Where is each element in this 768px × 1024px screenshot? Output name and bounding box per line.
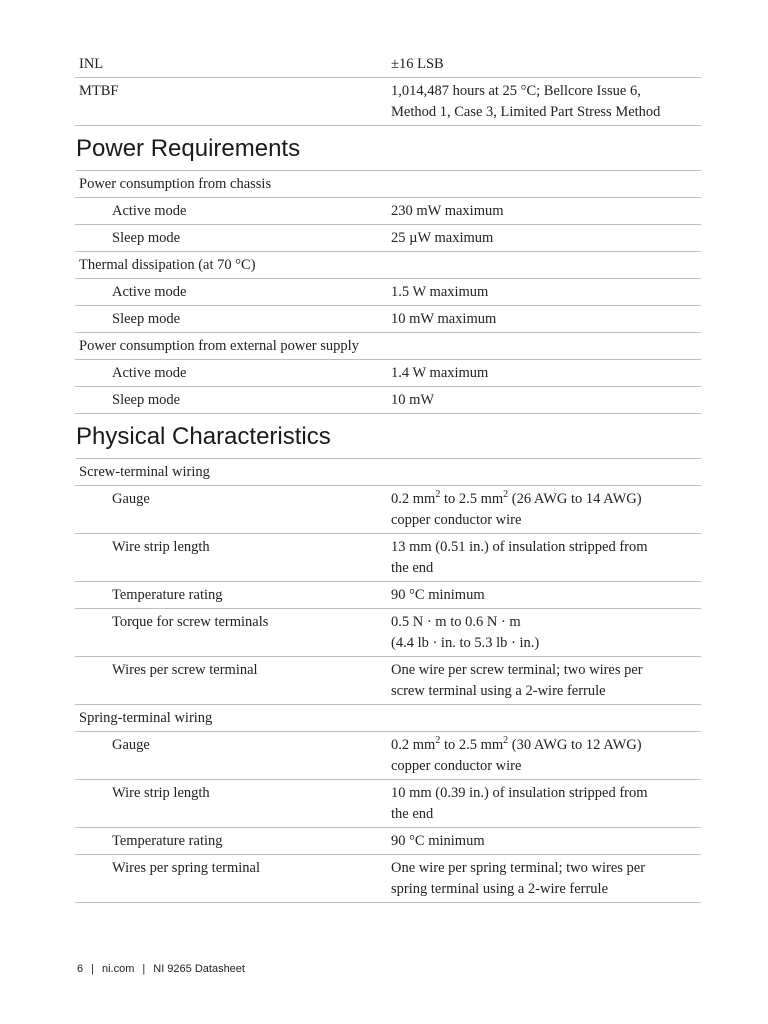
spec-label: Wire strip length (112, 539, 210, 555)
group-label: Screw-terminal wiring (79, 464, 210, 480)
spec-value-line: copper conductor wire (391, 758, 522, 774)
group-label: Power consumption from chassis (79, 176, 272, 192)
spec-value-line: One wire per spring terminal; two wires per (391, 860, 646, 876)
spec-value: 90 °C minimum (391, 587, 485, 603)
spec-group-thermal (75, 252, 701, 279)
spec-label: Wires per screw terminal (112, 662, 258, 678)
footer-separator: | (142, 963, 146, 975)
spec-row-gauge (75, 486, 701, 534)
spec-row-gauge (75, 732, 701, 780)
spec-value: 1.5 W maximum (391, 284, 489, 300)
spec-row (75, 387, 701, 414)
spec-value-line: the end (391, 560, 434, 576)
spec-value-line: spring terminal using a 2-wire ferrule (391, 881, 609, 897)
spec-row-wires (75, 855, 701, 903)
section-heading-power: Power Requirements (76, 134, 701, 171)
spec-content (75, 51, 701, 903)
section-heading-physical: Physical Characteristics (76, 422, 701, 459)
spec-value: 1.4 W maximum (391, 365, 489, 381)
spec-row-mtbf (75, 78, 701, 126)
spec-value (388, 489, 701, 531)
spec-row (75, 360, 701, 387)
spec-label: Sleep mode (112, 311, 181, 327)
spec-row (75, 198, 701, 225)
spec-value-line: 0.2 $mm^2$ to 2.5 $mm^2$ (30 AWG to 12 AWG) (391, 735, 642, 753)
spec-value (388, 612, 701, 654)
spec-value-line: Method 1, Case 3, Limited Part Stress Method (391, 104, 661, 120)
spec-group-power-chassis (75, 171, 701, 198)
spec-row-inl (75, 51, 701, 78)
spec-group-screw-terminal (75, 459, 701, 486)
spec-label: Wire strip length (112, 785, 210, 801)
spec-row (75, 279, 701, 306)
footer-site: ni.com (101, 963, 135, 975)
spec-label: Gauge (112, 491, 150, 507)
group-label: Spring-terminal wiring (79, 710, 213, 726)
spec-row-strip (75, 534, 701, 582)
spec-value-line: screw terminal using a 2-wire ferrule (391, 683, 606, 699)
spec-label: Active mode (112, 203, 187, 219)
spec-row (75, 306, 701, 333)
spec-value: 25 µW maximum (391, 230, 494, 246)
spec-value (388, 783, 701, 825)
footer-separator: | (91, 963, 94, 975)
page-footer (77, 963, 245, 975)
spec-label: MTBF (79, 83, 119, 99)
spec-label: Wires per spring terminal (112, 860, 260, 876)
spec-row-temperature (75, 582, 701, 609)
spec-value: ±16 LSB (391, 56, 444, 72)
footer-doc-title: NI 9265 Datasheet (153, 963, 245, 975)
spec-row-temperature (75, 828, 701, 855)
spec-value-line: copper conductor wire (391, 512, 522, 528)
spec-value (388, 660, 701, 702)
spec-row-wires (75, 657, 701, 705)
spec-value-line: 0.2 $mm^2$ to 2.5 $mm^2$ (26 AWG to 14 AWG) (391, 489, 642, 507)
spec-group-spring-terminal (75, 705, 701, 732)
spec-label: Active mode (112, 365, 187, 381)
spec-label: Gauge (112, 737, 150, 753)
spec-value (388, 537, 701, 579)
group-label: Power consumption from external power supply (79, 338, 359, 354)
spec-row-strip (75, 780, 701, 828)
spec-value: 230 mW maximum (391, 203, 504, 219)
spec-row-torque (75, 609, 701, 657)
spec-value-line: 0.5 N · m to 0.6 N · m (391, 614, 521, 630)
spec-label: Temperature rating (112, 587, 223, 603)
spec-value: 90 °C minimum (391, 833, 485, 849)
spec-row (75, 225, 701, 252)
spec-value-line: (4.4 lb · in. to 5.3 lb · in.) (391, 635, 540, 651)
page-number: 6 (77, 963, 84, 975)
spec-group-external-power (75, 333, 701, 360)
spec-value (388, 81, 701, 123)
group-label: Thermal dissipation (at 70 °C) (79, 257, 256, 273)
spec-value-line: One wire per screw terminal; two wires per (391, 662, 643, 678)
spec-value-line: 1,014,487 hours at 25 °C; Bellcore Issue 6, (391, 83, 641, 99)
spec-value (388, 735, 701, 777)
spec-value-line: 10 mm (0.39 in.) of insulation stripped from (391, 785, 648, 801)
spec-label: Temperature rating (112, 833, 223, 849)
spec-value: 10 mW maximum (391, 311, 497, 327)
spec-value: 10 mW (391, 392, 435, 408)
spec-label: Torque for screw terminals (112, 614, 269, 630)
spec-value-line: 13 mm (0.51 in.) of insulation stripped from (391, 539, 648, 555)
spec-label: Sleep mode (112, 230, 181, 246)
spec-value (388, 858, 701, 900)
spec-label: Active mode (112, 284, 187, 300)
spec-label: INL (79, 56, 104, 72)
spec-value-line: the end (391, 806, 434, 822)
spec-label: Sleep mode (112, 392, 181, 408)
